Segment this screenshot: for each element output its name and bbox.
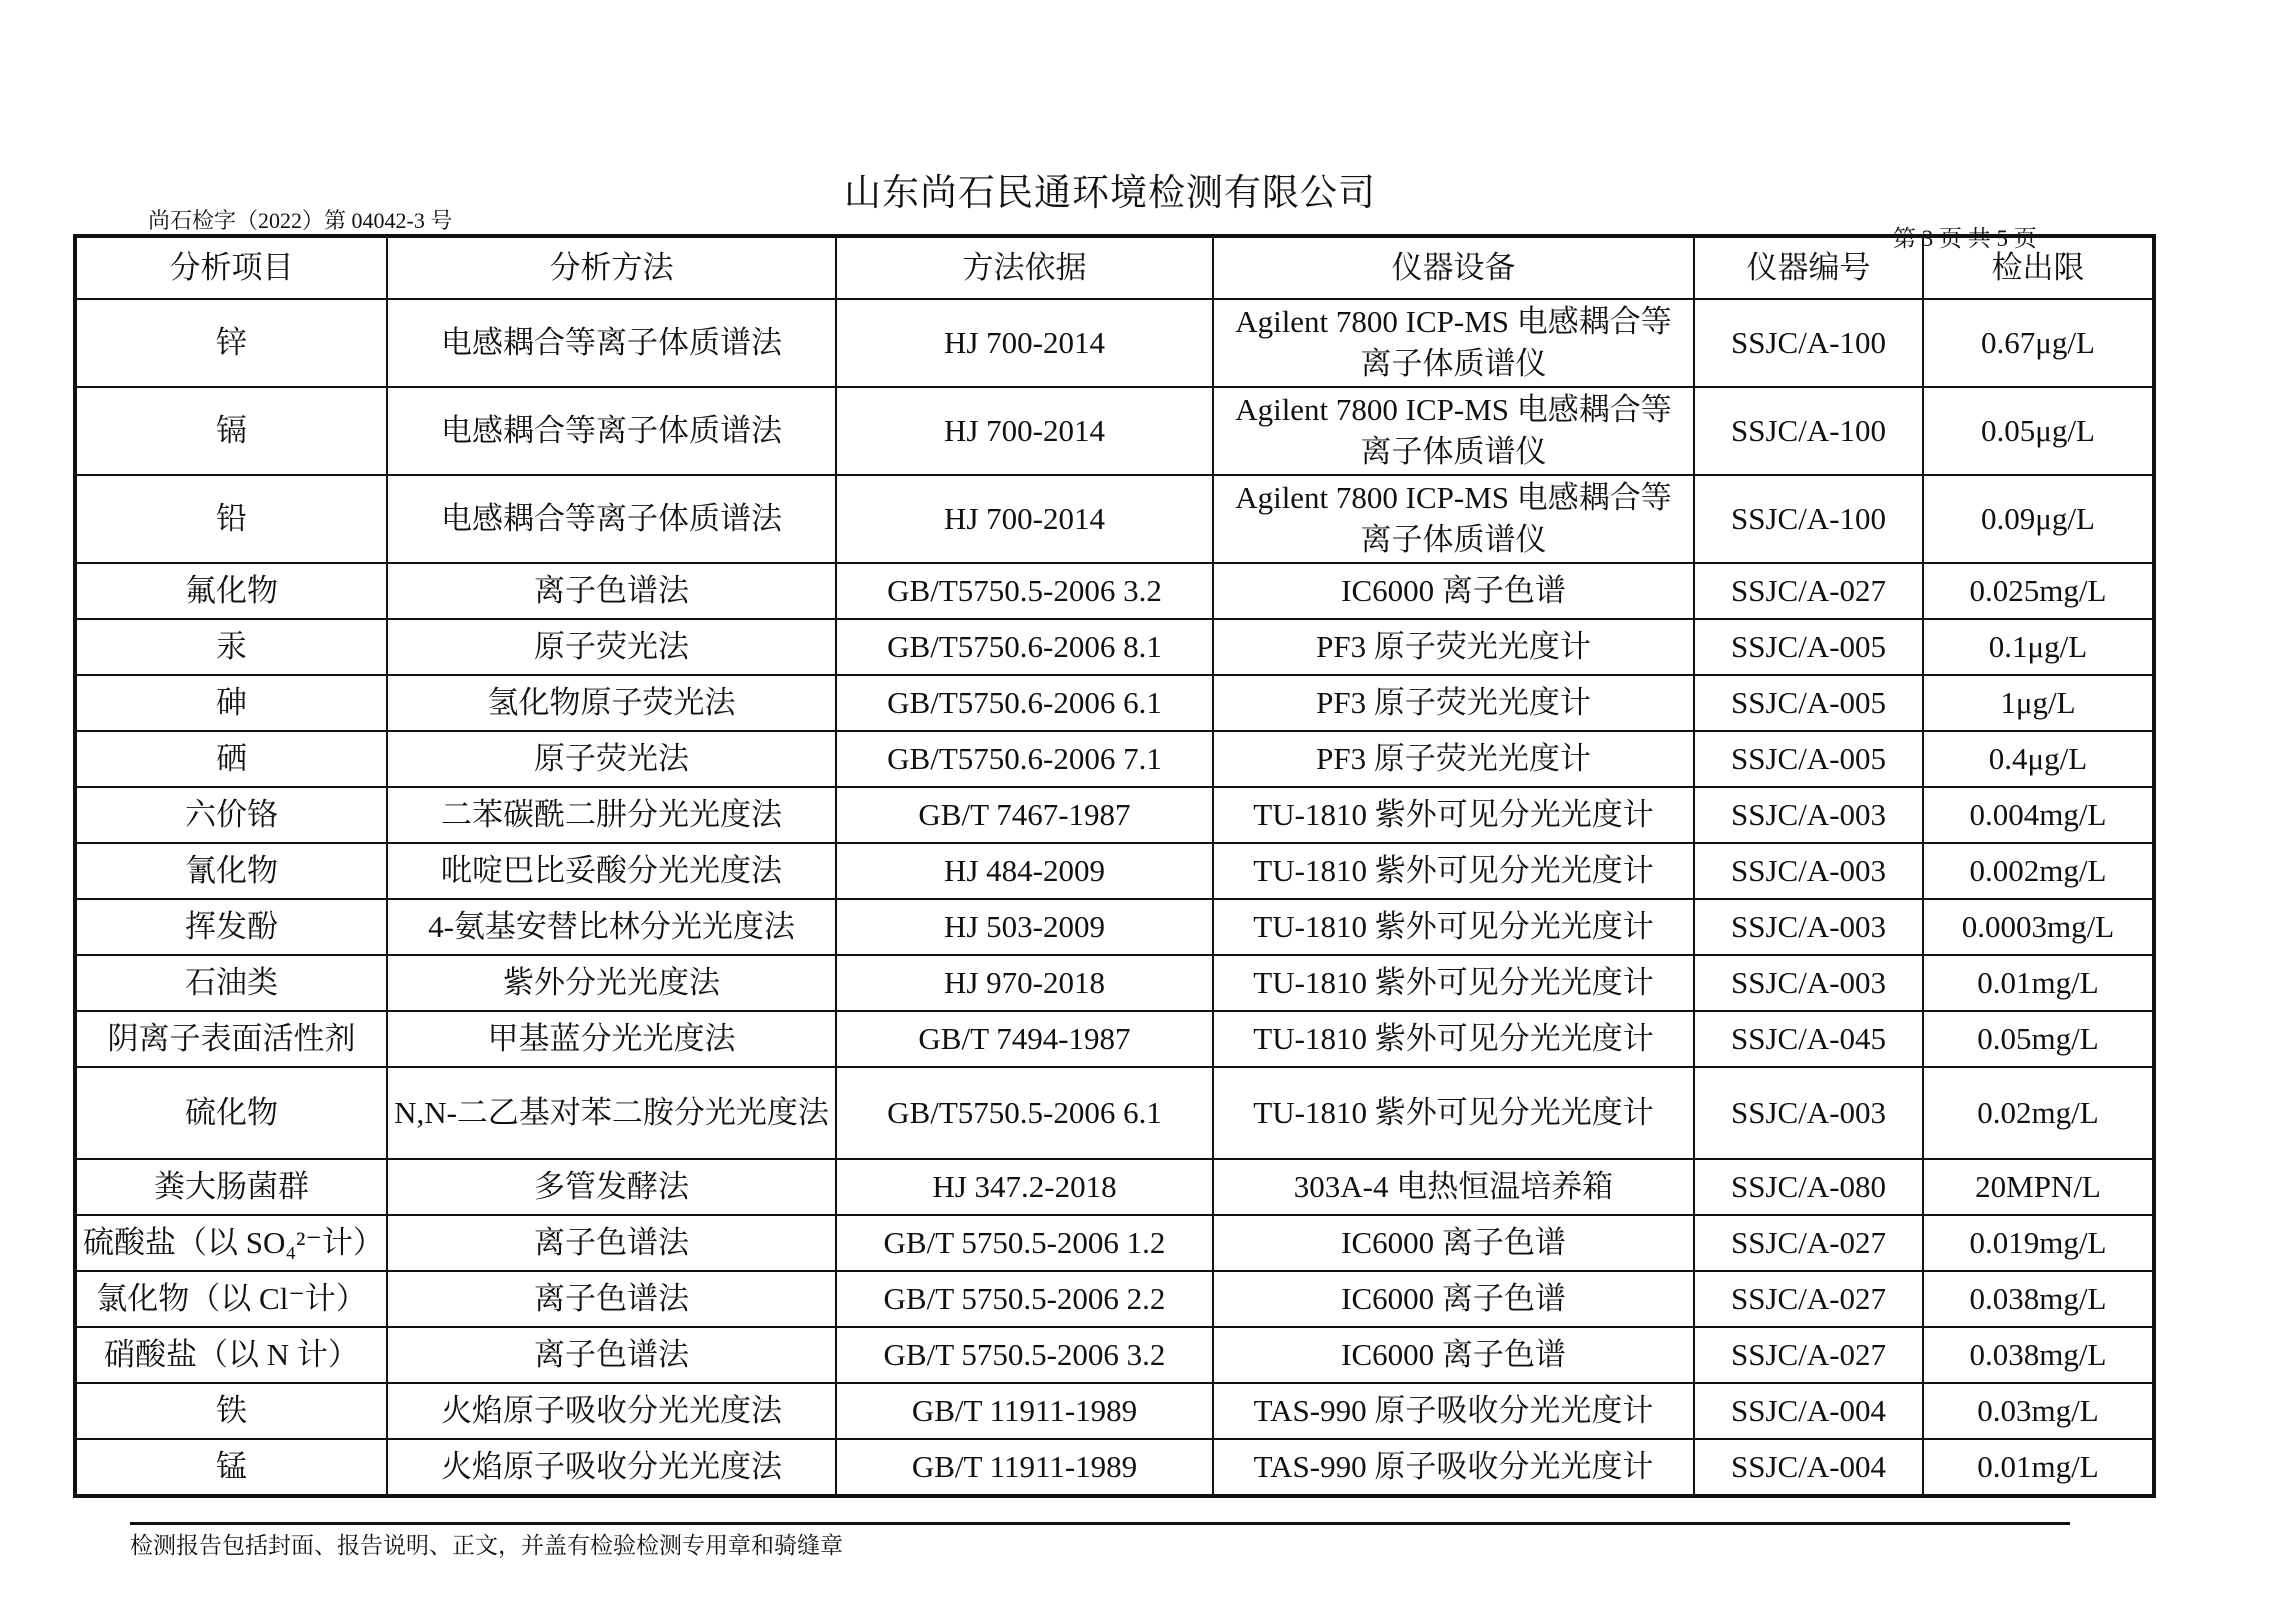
- table-cell: 吡啶巴比妥酸分光光度法: [387, 843, 836, 899]
- table-row: [75, 1383, 2154, 1439]
- table-cell: SSJC/A-004: [1694, 1439, 1923, 1496]
- table-cell: GB/T 5750.5-2006 3.2: [836, 1327, 1213, 1383]
- table-cell: 电感耦合等离子体质谱法: [387, 299, 836, 387]
- table-cell: SSJC/A-003: [1694, 843, 1923, 899]
- table-cell: 氯化物（以 Cl⁻计）: [75, 1271, 387, 1327]
- table-cell: SSJC/A-005: [1694, 675, 1923, 731]
- table-cell: HJ 484-2009: [836, 843, 1213, 899]
- table-cell: 原子荧光法: [387, 731, 836, 787]
- table-cell: 锌: [75, 299, 387, 387]
- table-cell: SSJC/A-100: [1694, 475, 1923, 563]
- table-row: [75, 1159, 2154, 1215]
- table-cell: SSJC/A-080: [1694, 1159, 1923, 1215]
- table-cell: IC6000 离子色谱: [1213, 1215, 1694, 1271]
- table-cell: HJ 700-2014: [836, 299, 1213, 387]
- table-cell: 硝酸盐（以 N 计）: [75, 1327, 387, 1383]
- table-cell: SSJC/A-045: [1694, 1011, 1923, 1067]
- table-cell: GB/T 11911-1989: [836, 1439, 1213, 1496]
- table-row: [75, 675, 2154, 731]
- table-cell: TU-1810 紫外可见分光光度计: [1213, 899, 1694, 955]
- footer-note: 检测报告包括封面、报告说明、正文，并盖有检验检测专用章和骑缝章: [130, 1522, 2070, 1560]
- column-header: 仪器设备: [1213, 236, 1694, 299]
- table-cell: SSJC/A-100: [1694, 387, 1923, 475]
- table-row: [75, 1271, 2154, 1327]
- table-cell: 303A-4 电热恒温培养箱: [1213, 1159, 1694, 1215]
- table-cell: GB/T5750.6-2006 8.1: [836, 619, 1213, 675]
- table-cell: SSJC/A-005: [1694, 731, 1923, 787]
- table-cell: 离子色谱法: [387, 1215, 836, 1271]
- table-row: [75, 1327, 2154, 1383]
- table-cell: TU-1810 紫外可见分光光度计: [1213, 787, 1694, 843]
- table-cell: PF3 原子荧光光度计: [1213, 731, 1694, 787]
- table-cell: 0.1μg/L: [1923, 619, 2154, 675]
- table-cell: 铅: [75, 475, 387, 563]
- table-cell: 0.025mg/L: [1923, 563, 2154, 619]
- table-cell: 离子色谱法: [387, 563, 836, 619]
- table-cell: Agilent 7800 ICP-MS 电感耦合等离子体质谱仪: [1213, 299, 1694, 387]
- table-cell: 4-氨基安替比林分光光度法: [387, 899, 836, 955]
- table-cell: TU-1810 紫外可见分光光度计: [1213, 1067, 1694, 1159]
- table-cell: 0.01mg/L: [1923, 955, 2154, 1011]
- table-cell: PF3 原子荧光光度计: [1213, 619, 1694, 675]
- page-indicator: 第 3 页 共 5 页: [1893, 226, 2037, 251]
- table-cell: 多管发酵法: [387, 1159, 836, 1215]
- table-cell: GB/T5750.6-2006 6.1: [836, 675, 1213, 731]
- table-row: [75, 1215, 2154, 1271]
- table-cell: SSJC/A-005: [1694, 619, 1923, 675]
- table-cell: 电感耦合等离子体质谱法: [387, 475, 836, 563]
- table-cell: SSJC/A-027: [1694, 1215, 1923, 1271]
- table-cell: 硒: [75, 731, 387, 787]
- table-cell: 20MPN/L: [1923, 1159, 2154, 1215]
- table-cell: 铁: [75, 1383, 387, 1439]
- table-cell: SSJC/A-027: [1694, 563, 1923, 619]
- table-cell: 电感耦合等离子体质谱法: [387, 387, 836, 475]
- table-cell: 0.4μg/L: [1923, 731, 2154, 787]
- table-cell: SSJC/A-003: [1694, 1067, 1923, 1159]
- table-row: [75, 619, 2154, 675]
- table-cell: 硫酸盐（以 SO₄²⁻计）: [75, 1215, 387, 1271]
- table-cell: N,N-二乙基对苯二胺分光光度法: [387, 1067, 836, 1159]
- table-row: [75, 1439, 2154, 1496]
- table-header-row: [75, 236, 2154, 299]
- column-header: 检出限: [1923, 236, 2154, 299]
- table-cell: 0.019mg/L: [1923, 1215, 2154, 1271]
- table-cell: 火焰原子吸收分光光度法: [387, 1439, 836, 1496]
- table-row: [75, 1011, 2154, 1067]
- table-cell: 0.038mg/L: [1923, 1327, 2154, 1383]
- table-cell: 原子荧光法: [387, 619, 836, 675]
- table-cell: TAS-990 原子吸收分光光度计: [1213, 1439, 1694, 1496]
- table-cell: 粪大肠菌群: [75, 1159, 387, 1215]
- table-cell: 0.002mg/L: [1923, 843, 2154, 899]
- table-cell: GB/T 7467-1987: [836, 787, 1213, 843]
- table-row: [75, 899, 2154, 955]
- table-cell: TU-1810 紫外可见分光光度计: [1213, 955, 1694, 1011]
- table-cell: IC6000 离子色谱: [1213, 563, 1694, 619]
- table-cell: 0.05mg/L: [1923, 1011, 2154, 1067]
- table-cell: 阴离子表面活性剂: [75, 1011, 387, 1067]
- table-cell: TU-1810 紫外可见分光光度计: [1213, 1011, 1694, 1067]
- table-cell: GB/T5750.5-2006 6.1: [836, 1067, 1213, 1159]
- table-row: [75, 843, 2154, 899]
- table-cell: GB/T5750.6-2006 7.1: [836, 731, 1213, 787]
- table-cell: 0.03mg/L: [1923, 1383, 2154, 1439]
- table-cell: 0.0003mg/L: [1923, 899, 2154, 955]
- report-number: 尚石检字（2022）第 04042-3 号: [148, 208, 453, 233]
- column-header: 分析项目: [75, 236, 387, 299]
- table-cell: SSJC/A-003: [1694, 899, 1923, 955]
- table-cell: GB/T 5750.5-2006 2.2: [836, 1271, 1213, 1327]
- column-header: 方法依据: [836, 236, 1213, 299]
- table-cell: 镉: [75, 387, 387, 475]
- company-title: 山东尚石民通环境检测有限公司: [844, 173, 1376, 214]
- table-cell: 0.01mg/L: [1923, 1439, 2154, 1496]
- table-cell: TU-1810 紫外可见分光光度计: [1213, 843, 1694, 899]
- table-cell: SSJC/A-027: [1694, 1271, 1923, 1327]
- table-cell: HJ 700-2014: [836, 387, 1213, 475]
- table-cell: 锰: [75, 1439, 387, 1496]
- analysis-methods-table: [73, 234, 2156, 1498]
- table-row: [75, 299, 2154, 387]
- table-cell: 火焰原子吸收分光光度法: [387, 1383, 836, 1439]
- table-cell: 氟化物: [75, 563, 387, 619]
- table-cell: GB/T 5750.5-2006 1.2: [836, 1215, 1213, 1271]
- table-cell: 0.05μg/L: [1923, 387, 2154, 475]
- table-row: [75, 731, 2154, 787]
- table-cell: 硫化物: [75, 1067, 387, 1159]
- table-cell: HJ 503-2009: [836, 899, 1213, 955]
- table-cell: HJ 347.2-2018: [836, 1159, 1213, 1215]
- table-cell: TAS-990 原子吸收分光光度计: [1213, 1383, 1694, 1439]
- table-cell: 石油类: [75, 955, 387, 1011]
- table-cell: GB/T 11911-1989: [836, 1383, 1213, 1439]
- table-cell: GB/T5750.5-2006 3.2: [836, 563, 1213, 619]
- table-cell: Agilent 7800 ICP-MS 电感耦合等离子体质谱仪: [1213, 387, 1694, 475]
- table-row: [75, 955, 2154, 1011]
- table-cell: 0.02mg/L: [1923, 1067, 2154, 1159]
- table-cell: 1μg/L: [1923, 675, 2154, 731]
- table-row: [75, 563, 2154, 619]
- table-cell: 甲基蓝分光光度法: [387, 1011, 836, 1067]
- column-header: 仪器编号: [1694, 236, 1923, 299]
- table-cell: IC6000 离子色谱: [1213, 1271, 1694, 1327]
- table-cell: 离子色谱法: [387, 1327, 836, 1383]
- table-cell: 二苯碳酰二肼分光光度法: [387, 787, 836, 843]
- table-cell: 0.038mg/L: [1923, 1271, 2154, 1327]
- table-cell: SSJC/A-100: [1694, 299, 1923, 387]
- table-row: [75, 787, 2154, 843]
- column-header: 分析方法: [387, 236, 836, 299]
- table-cell: 挥发酚: [75, 899, 387, 955]
- table-cell: HJ 970-2018: [836, 955, 1213, 1011]
- table-cell: IC6000 离子色谱: [1213, 1327, 1694, 1383]
- table-cell: GB/T 7494-1987: [836, 1011, 1213, 1067]
- table-cell: 紫外分光光度法: [387, 955, 836, 1011]
- table-cell: 氰化物: [75, 843, 387, 899]
- table-cell: 0.09μg/L: [1923, 475, 2154, 563]
- table-row: [75, 475, 2154, 563]
- table-cell: SSJC/A-003: [1694, 955, 1923, 1011]
- table-cell: SSJC/A-027: [1694, 1327, 1923, 1383]
- table-cell: SSJC/A-003: [1694, 787, 1923, 843]
- table-row: [75, 1067, 2154, 1159]
- table-cell: 六价铬: [75, 787, 387, 843]
- table-cell: 0.67μg/L: [1923, 299, 2154, 387]
- table-cell: PF3 原子荧光光度计: [1213, 675, 1694, 731]
- table-cell: HJ 700-2014: [836, 475, 1213, 563]
- table-row: [75, 387, 2154, 475]
- table-cell: 离子色谱法: [387, 1271, 836, 1327]
- table-cell: 氢化物原子荧光法: [387, 675, 836, 731]
- table-cell: 汞: [75, 619, 387, 675]
- table-cell: 砷: [75, 675, 387, 731]
- table-cell: 0.004mg/L: [1923, 787, 2154, 843]
- table-cell: SSJC/A-004: [1694, 1383, 1923, 1439]
- table-cell: Agilent 7800 ICP-MS 电感耦合等离子体质谱仪: [1213, 475, 1694, 563]
